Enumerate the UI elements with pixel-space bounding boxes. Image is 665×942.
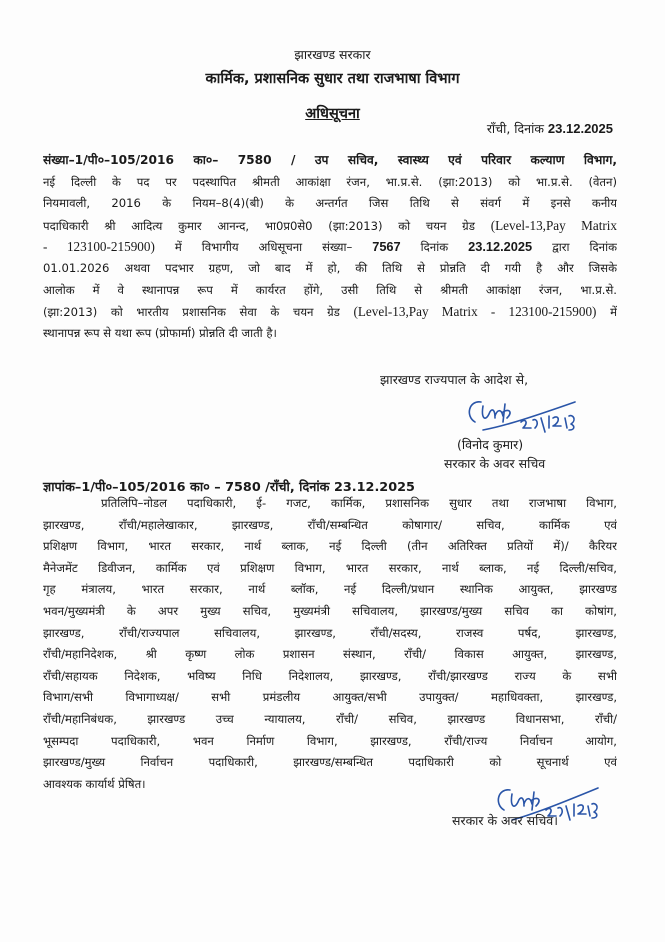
- issue-date: 23.12.2025: [547, 121, 613, 136]
- copy-to-line: राँची/सहायक निदेशक, भविष्य निधि निदेशालय, झारखण्ड, राँची/झारखण्ड राज्य के सभी: [43, 668, 617, 683]
- copy-to-line: प्रतिलिपि–नोडल पदाधिकारी, ई- गजट, कार्मिक, प्रशासनिक सुधार तथा राजभाषा विभाग,: [101, 496, 617, 510]
- copy-to-line: आवश्यक कार्यार्थ प्रेषित।: [43, 776, 146, 791]
- notification-line: नई दिल्ली के पद पर पदस्थापित श्रीमती आकांक्षा रंजन, भा.प्र.से. (झा:2013) को भा.प्र.से. (वेतन): [43, 174, 617, 189]
- notification-line: आलोक में वे स्थानापन्न रूप में कार्यरत होंगे, उसी तिथि से श्रीमती आकांक्षा रंजन, भा.प्र.से.: [43, 282, 617, 297]
- copy-to-body: [43, 493, 617, 795]
- notification-body: [43, 150, 617, 344]
- copy-to-line: राँची/महानिबंधक, झारखण्ड उच्च न्यायालय, राँची/ सचिव, झारखण्ड विधानसभा, राँची/: [43, 711, 617, 726]
- governor-order-line: झारखण्ड राज्यपाल के आदेश से,: [380, 372, 529, 387]
- copy-to-line: भूसम्पदा पदाधिकारी, भवन निर्माण विभाग, झारखण्ड, राँची/राज्य निर्वाचन आयोग,: [43, 733, 617, 748]
- memo-signatory-designation: सरकार के अवर सचिव।: [452, 813, 558, 828]
- notification-line: संख्या–1/पी०–105/2016 का०– 7580 / उप सचिव, स्वास्थ्य एवं परिवार कल्याण विभाग,: [43, 153, 617, 167]
- government-name: झारखण्ड सरकार: [294, 47, 371, 62]
- notification-line: (झा:2013) को भारतीय प्रशासनिक सेवा के चयन ग्रेड (Level-13,Pay Matrix - 123100-215900) में: [43, 304, 617, 320]
- notification-line: नियमावली, 2016 के नियम–8(4)(बी) के अन्तर्गत जिस तिथि से संवर्ग में इनसे कनीय: [43, 196, 617, 211]
- signatory-designation: सरकार के अवर सचिव: [444, 456, 546, 471]
- signatory-name: (विनोद कुमार): [457, 437, 524, 452]
- notification-line: स्थानापन्न रूप से यथा रूप (प्रोफार्मा) प्रोन्नति दी जाती है।: [43, 325, 277, 340]
- place-date: [487, 120, 613, 137]
- place-date-prefix: राँची, दिनांक: [486, 121, 544, 136]
- notification-line: - 123100-215900) में विभागीय अधिसूचना संख्या– 7567 दिनांक 23.12.2025 द्वारा दिनांक: [43, 239, 617, 255]
- copy-to-line: झारखण्ड, राँची/राज्यपाल सचिवालय, झारखण्ड, राँची/सदस्य, राजस्व पर्षद, झारखण्ड,: [43, 625, 617, 640]
- notification-line: पदाधिकारी श्री आदित्य कुमार आनन्द, भा0प्र0से0 (झा:2013) को चयन ग्रेड (Level-13,Pay Matrix: [43, 217, 617, 233]
- copy-to-line: झारखण्ड/मुख्य निर्वाचन पदाधिकारी, झारखण्ड/सम्बन्धित पदाधिकारी को सूचनार्थ एवं: [43, 755, 617, 770]
- copy-to-line: प्रशिक्षण विभाग, भारत सरकार, नार्थ ब्लाक, नई दिल्ली (तीन अतिरिक्त प्रतियों में)/ कैरियर: [43, 539, 617, 554]
- document-title: अधिसूचना: [305, 106, 360, 122]
- copy-to-line: मैनेजमेंट डिवीजन, कार्मिक एवं प्रशिक्षण विभाग, भारत सरकार, नार्थ ब्लाक, नई दिल्ली/सचिव,: [43, 560, 617, 575]
- copy-to-line: झारखण्ड, राँची/महालेखाकार, झारखण्ड, राँची/सम्बन्धित कोषागार/ सचिव, कार्मिक एवं: [43, 517, 617, 532]
- copy-to-line: राँची/महानिदेशक, श्री कृष्ण लोक प्रशासन संस्थान, राँची/ विकास आयुक्त, झारखण्ड,: [43, 647, 617, 662]
- copy-to-line: गृह मंत्रालय, भारत सरकार, नार्थ ब्लॉक, नई दिल्ली/प्रधान स्थानिक आयुक्त, झारखण्ड: [43, 582, 617, 597]
- notification-line: 01.01.2026 अथवा पदभार ग्रहण, जो बाद में हो, की तिथि से प्रोन्नति दी गयी है और जिसके: [43, 260, 617, 275]
- copy-to-line: भवन/मुख्यमंत्री के अपर मुख्य सचिव, मुख्यमंत्री सचिवालय, झारखण्ड/मुख्य सचिव का कोषांग,: [43, 603, 617, 618]
- memo-reference: ज्ञापांक–1/पी०–105/2016 का० – 7580 /राँची, दिनांक 23.12.2025: [43, 480, 415, 495]
- department-name: कार्मिक, प्रशासनिक सुधार तथा राजभाषा विभाग: [205, 71, 460, 87]
- copy-to-line: विभाग/सभी विभागाध्यक्ष/ सभी प्रमंडलीय आयुक्त/सभी उपायुक्त/ महाधिवक्ता, झारखण्ड,: [43, 690, 617, 705]
